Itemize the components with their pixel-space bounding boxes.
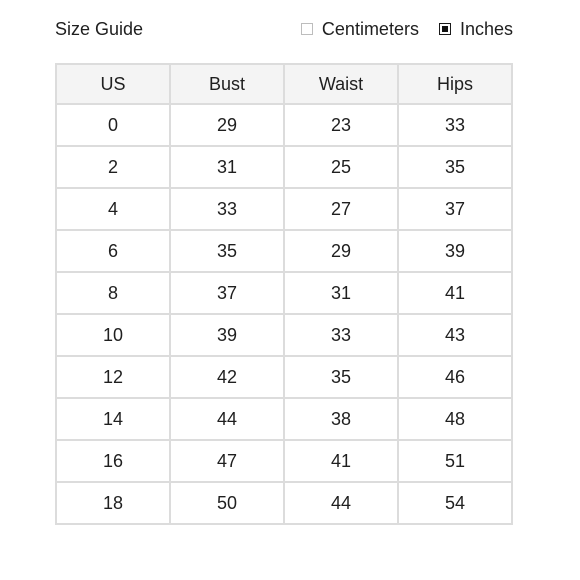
table-row — [56, 272, 512, 314]
cell-bust: 47 — [170, 440, 284, 482]
cell-bust: 33 — [170, 188, 284, 230]
inches-checkbox[interactable] — [439, 23, 451, 35]
unit-label-inches: Inches — [459, 18, 513, 39]
cell-waist: 23 — [284, 104, 398, 146]
cell-hips: 43 — [398, 314, 512, 356]
cell-hips: 54 — [398, 482, 512, 524]
cell-bust: 29 — [170, 104, 284, 146]
cell-waist: 38 — [284, 398, 398, 440]
cell-bust: 42 — [170, 356, 284, 398]
table-row — [56, 314, 512, 356]
column-header-us: US — [56, 64, 170, 104]
column-header-bust: Bust — [170, 64, 284, 104]
cell-us: 8 — [56, 272, 170, 314]
cell-bust: 39 — [170, 314, 284, 356]
unit-selector — [301, 19, 513, 40]
cell-waist: 27 — [284, 188, 398, 230]
cell-bust: 44 — [170, 398, 284, 440]
cell-bust: 50 — [170, 482, 284, 524]
cell-us: 12 — [56, 356, 170, 398]
cell-bust: 31 — [170, 146, 284, 188]
unit-option-centimeters[interactable] — [301, 19, 419, 40]
cell-us: 18 — [56, 482, 170, 524]
table-row — [56, 230, 512, 272]
size-table — [55, 63, 513, 525]
column-header-hips: Hips — [398, 64, 512, 104]
table-row — [56, 440, 512, 482]
table-row — [56, 146, 512, 188]
cell-bust: 35 — [170, 230, 284, 272]
cell-hips: 51 — [398, 440, 512, 482]
cell-hips: 46 — [398, 356, 512, 398]
cell-us: 0 — [56, 104, 170, 146]
cell-waist: 33 — [284, 314, 398, 356]
table-row — [56, 482, 512, 524]
table-row — [56, 188, 512, 230]
cell-waist: 25 — [284, 146, 398, 188]
cell-waist: 44 — [284, 482, 398, 524]
cell-us: 6 — [56, 230, 170, 272]
cell-waist: 35 — [284, 356, 398, 398]
table-row — [56, 356, 512, 398]
cell-hips: 37 — [398, 188, 512, 230]
cell-waist: 29 — [284, 230, 398, 272]
centimeters-checkbox[interactable] — [301, 23, 313, 35]
table-header-row — [56, 64, 512, 104]
cell-us: 2 — [56, 146, 170, 188]
unit-label-centimeters: Centimeters — [321, 18, 419, 39]
cell-hips: 39 — [398, 230, 512, 272]
cell-hips: 41 — [398, 272, 512, 314]
cell-waist: 41 — [284, 440, 398, 482]
cell-hips: 48 — [398, 398, 512, 440]
column-header-waist: Waist — [284, 64, 398, 104]
cell-hips: 35 — [398, 146, 512, 188]
cell-hips: 33 — [398, 104, 512, 146]
cell-bust: 37 — [170, 272, 284, 314]
table-row — [56, 104, 512, 146]
cell-us: 16 — [56, 440, 170, 482]
cell-us: 14 — [56, 398, 170, 440]
size-guide-header — [55, 14, 513, 44]
unit-option-inches[interactable] — [439, 19, 513, 40]
page-title: Size Guide — [55, 18, 144, 39]
cell-us: 10 — [56, 314, 170, 356]
table-row — [56, 398, 512, 440]
cell-waist: 31 — [284, 272, 398, 314]
cell-us: 4 — [56, 188, 170, 230]
